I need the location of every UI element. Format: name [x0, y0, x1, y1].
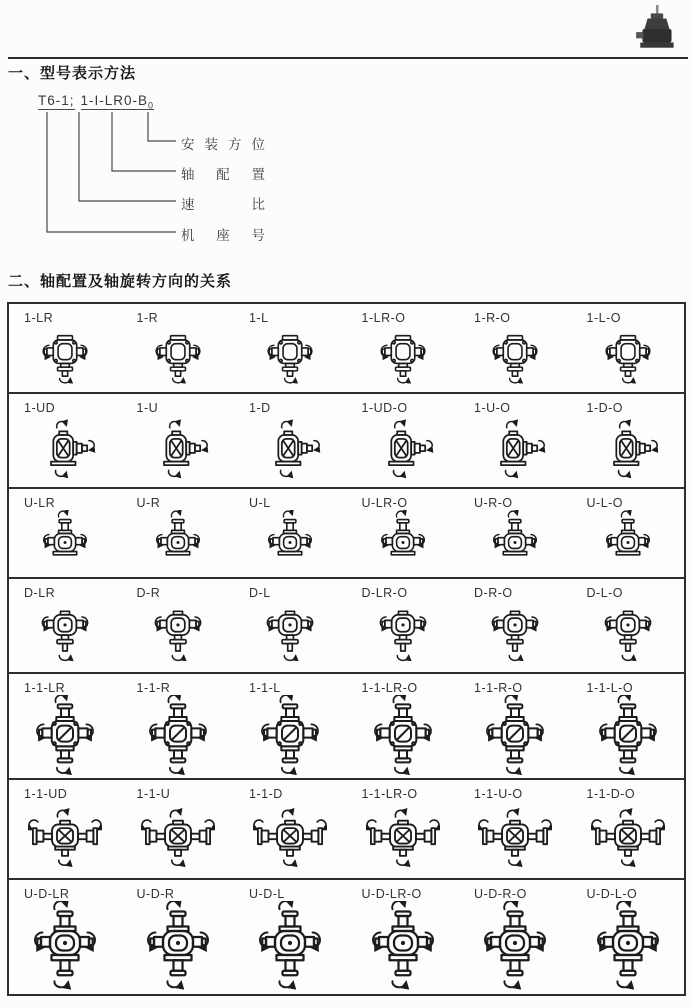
config-label: 1-D: [249, 401, 271, 415]
gearbox-diagram: [30, 415, 100, 485]
config-label: D-L-O: [586, 586, 624, 600]
config-label: 1-1-LR-O: [361, 787, 418, 801]
config-cell: [459, 674, 572, 778]
gearbox-diagram: [133, 901, 223, 991]
gearbox-diagram: [146, 510, 210, 574]
model-code-config-part: $1-I-LR0-B_0$: [80, 93, 155, 111]
gearbox-diagram: [25, 695, 105, 775]
config-label: U-LR: [24, 496, 56, 510]
config-cell: [122, 394, 235, 487]
config-cell: [234, 489, 347, 577]
config-label: D-R: [136, 586, 161, 600]
gearbox-diagram: [480, 415, 550, 485]
config-cell: [234, 880, 347, 994]
config-label: 1-1-U: [136, 787, 171, 801]
model-code-subscript: 0: [148, 100, 155, 111]
config-cell: [572, 304, 685, 392]
gearbox-diagram: [33, 325, 97, 389]
config-cell: [572, 674, 685, 778]
config-cell: [234, 394, 347, 487]
gearbox-diagram: [481, 600, 549, 668]
config-cell: [572, 880, 685, 994]
photo-shaft: [656, 5, 659, 14]
config-cell: [459, 880, 572, 994]
config-label: U-D-L: [249, 887, 285, 901]
config-cell: [122, 880, 235, 994]
config-cell: [9, 579, 122, 672]
model-code-frame-part: T6-1;: [38, 93, 75, 108]
gearbox-diagram: [20, 901, 110, 991]
config-label: 1-U: [136, 401, 159, 415]
config-cell: [572, 579, 685, 672]
config-cell: [122, 674, 235, 778]
config-cell: [347, 780, 460, 878]
gearbox-diagram: [33, 510, 97, 574]
config-label: U-D-LR: [24, 887, 70, 901]
gearbox-diagram: [258, 325, 322, 389]
config-cell: [9, 674, 122, 778]
config-label: 1-1-R: [136, 681, 171, 695]
shaft-config-table: [7, 302, 686, 996]
config-label: U-D-LR-O: [361, 887, 422, 901]
gearbox-diagram: [31, 600, 99, 668]
gearbox-diagram: [483, 325, 547, 389]
config-label: U-LR-O: [361, 496, 408, 510]
config-label: 1-1-L-O: [586, 681, 634, 695]
gearbox-diagram: [475, 695, 555, 775]
gearbox-product-photo: [633, 5, 683, 55]
config-cell: [459, 579, 572, 672]
gearbox-diagram: [143, 415, 213, 485]
config-cell: [347, 489, 460, 577]
config-cell: [347, 579, 460, 672]
config-cell: [122, 489, 235, 577]
config-row: [9, 394, 684, 489]
callout-speed-ratio: 速比: [181, 197, 265, 212]
leader-lines: [0, 0, 693, 260]
gearbox-diagram: [144, 600, 212, 668]
config-label: 1-UD-O: [361, 401, 408, 415]
config-label: 1-1-LR-O: [361, 681, 418, 695]
config-row: [9, 579, 684, 674]
config-cell: [347, 674, 460, 778]
config-cell: [234, 780, 347, 878]
config-cell: [9, 394, 122, 487]
gearbox-diagram: [363, 695, 443, 775]
gearbox-diagram: [253, 801, 327, 875]
config-cell: [122, 780, 235, 878]
config-cell: [459, 780, 572, 878]
config-label: D-R-O: [474, 586, 513, 600]
config-cell: [9, 780, 122, 878]
config-label: 1-LR-O: [361, 311, 406, 325]
callout-install-orientation: 安装方位: [181, 137, 265, 152]
gearbox-diagram: [255, 415, 325, 485]
config-label: 1-1-U-O: [474, 787, 523, 801]
config-cell: [9, 304, 122, 392]
config-label: 1-D-O: [586, 401, 624, 415]
gearbox-diagram: [138, 695, 218, 775]
config-label: D-LR: [24, 586, 56, 600]
gearbox-diagram: [256, 600, 324, 668]
gearbox-diagram: [245, 901, 335, 991]
config-label: 1-1-D: [249, 787, 283, 801]
config-label: D-L: [249, 586, 271, 600]
config-label: U-D-L-O: [586, 887, 638, 901]
gearbox-diagram: [583, 901, 673, 991]
config-row: [9, 780, 684, 880]
model-code: [38, 93, 154, 111]
config-cell: [459, 489, 572, 577]
gearbox-diagram: [588, 695, 668, 775]
config-label: 1-R-O: [474, 311, 511, 325]
gearbox-diagram: [146, 325, 210, 389]
config-cell: [347, 394, 460, 487]
header-rule: [8, 57, 688, 59]
section2-heading: 二、轴配置及轴旋转方向的关系: [8, 273, 233, 290]
gearbox-diagram: [594, 600, 662, 668]
gearbox-diagram: [478, 801, 552, 875]
config-label: 1-LR: [24, 311, 54, 325]
config-label: U-L-O: [586, 496, 624, 510]
config-label: 1-1-L: [249, 681, 281, 695]
config-label: U-R: [136, 496, 161, 510]
config-label: 1-R: [136, 311, 159, 325]
config-label: 1-L: [249, 311, 269, 325]
config-label: 1-1-D-O: [586, 787, 636, 801]
config-row: [9, 880, 684, 994]
config-cell: [9, 489, 122, 577]
config-label: U-D-R-O: [474, 887, 527, 901]
config-row: [9, 489, 684, 579]
gearbox-diagram: [596, 325, 660, 389]
gearbox-diagram: [358, 901, 448, 991]
config-cell: [122, 304, 235, 392]
config-cell: [234, 674, 347, 778]
gearbox-diagram: [250, 695, 330, 775]
config-label: 1-1-UD: [24, 787, 68, 801]
gearbox-diagram: [371, 510, 435, 574]
config-label: 1-1-LR: [24, 681, 66, 695]
config-cell: [234, 579, 347, 672]
config-label: 1-UD: [24, 401, 56, 415]
config-cell: [459, 304, 572, 392]
gearbox-diagram: [369, 600, 437, 668]
config-cell: [347, 304, 460, 392]
config-cell: [234, 304, 347, 392]
config-row: [9, 304, 684, 394]
gearbox-diagram: [470, 901, 560, 991]
gearbox-diagram: [28, 801, 102, 875]
gearbox-diagram: [593, 415, 663, 485]
gearbox-diagram: [371, 325, 435, 389]
gearbox-diagram: [483, 510, 547, 574]
config-row: [9, 674, 684, 780]
config-label: 1-L-O: [586, 311, 621, 325]
section1-heading: 一、型号表示方法: [8, 65, 137, 82]
config-cell: [9, 880, 122, 994]
gearbox-diagram: [368, 415, 438, 485]
config-label: U-D-R: [136, 887, 175, 901]
config-cell: [572, 489, 685, 577]
config-cell: [572, 780, 685, 878]
gearbox-diagram: [258, 510, 322, 574]
callout-shaft-config: 轴配置: [181, 167, 265, 182]
config-label: U-L: [249, 496, 271, 510]
gearbox-diagram: [366, 801, 440, 875]
config-label: 1-U-O: [474, 401, 511, 415]
gearbox-diagram: [596, 510, 660, 574]
callout-frame-number: 机座号: [181, 228, 265, 243]
config-cell: [572, 394, 685, 487]
gearbox-diagram: [591, 801, 665, 875]
gearbox-diagram: [141, 801, 215, 875]
config-cell: [459, 394, 572, 487]
config-cell: [122, 579, 235, 672]
config-label: U-R-O: [474, 496, 513, 510]
config-label: D-LR-O: [361, 586, 408, 600]
config-cell: [347, 880, 460, 994]
config-label: 1-1-R-O: [474, 681, 523, 695]
